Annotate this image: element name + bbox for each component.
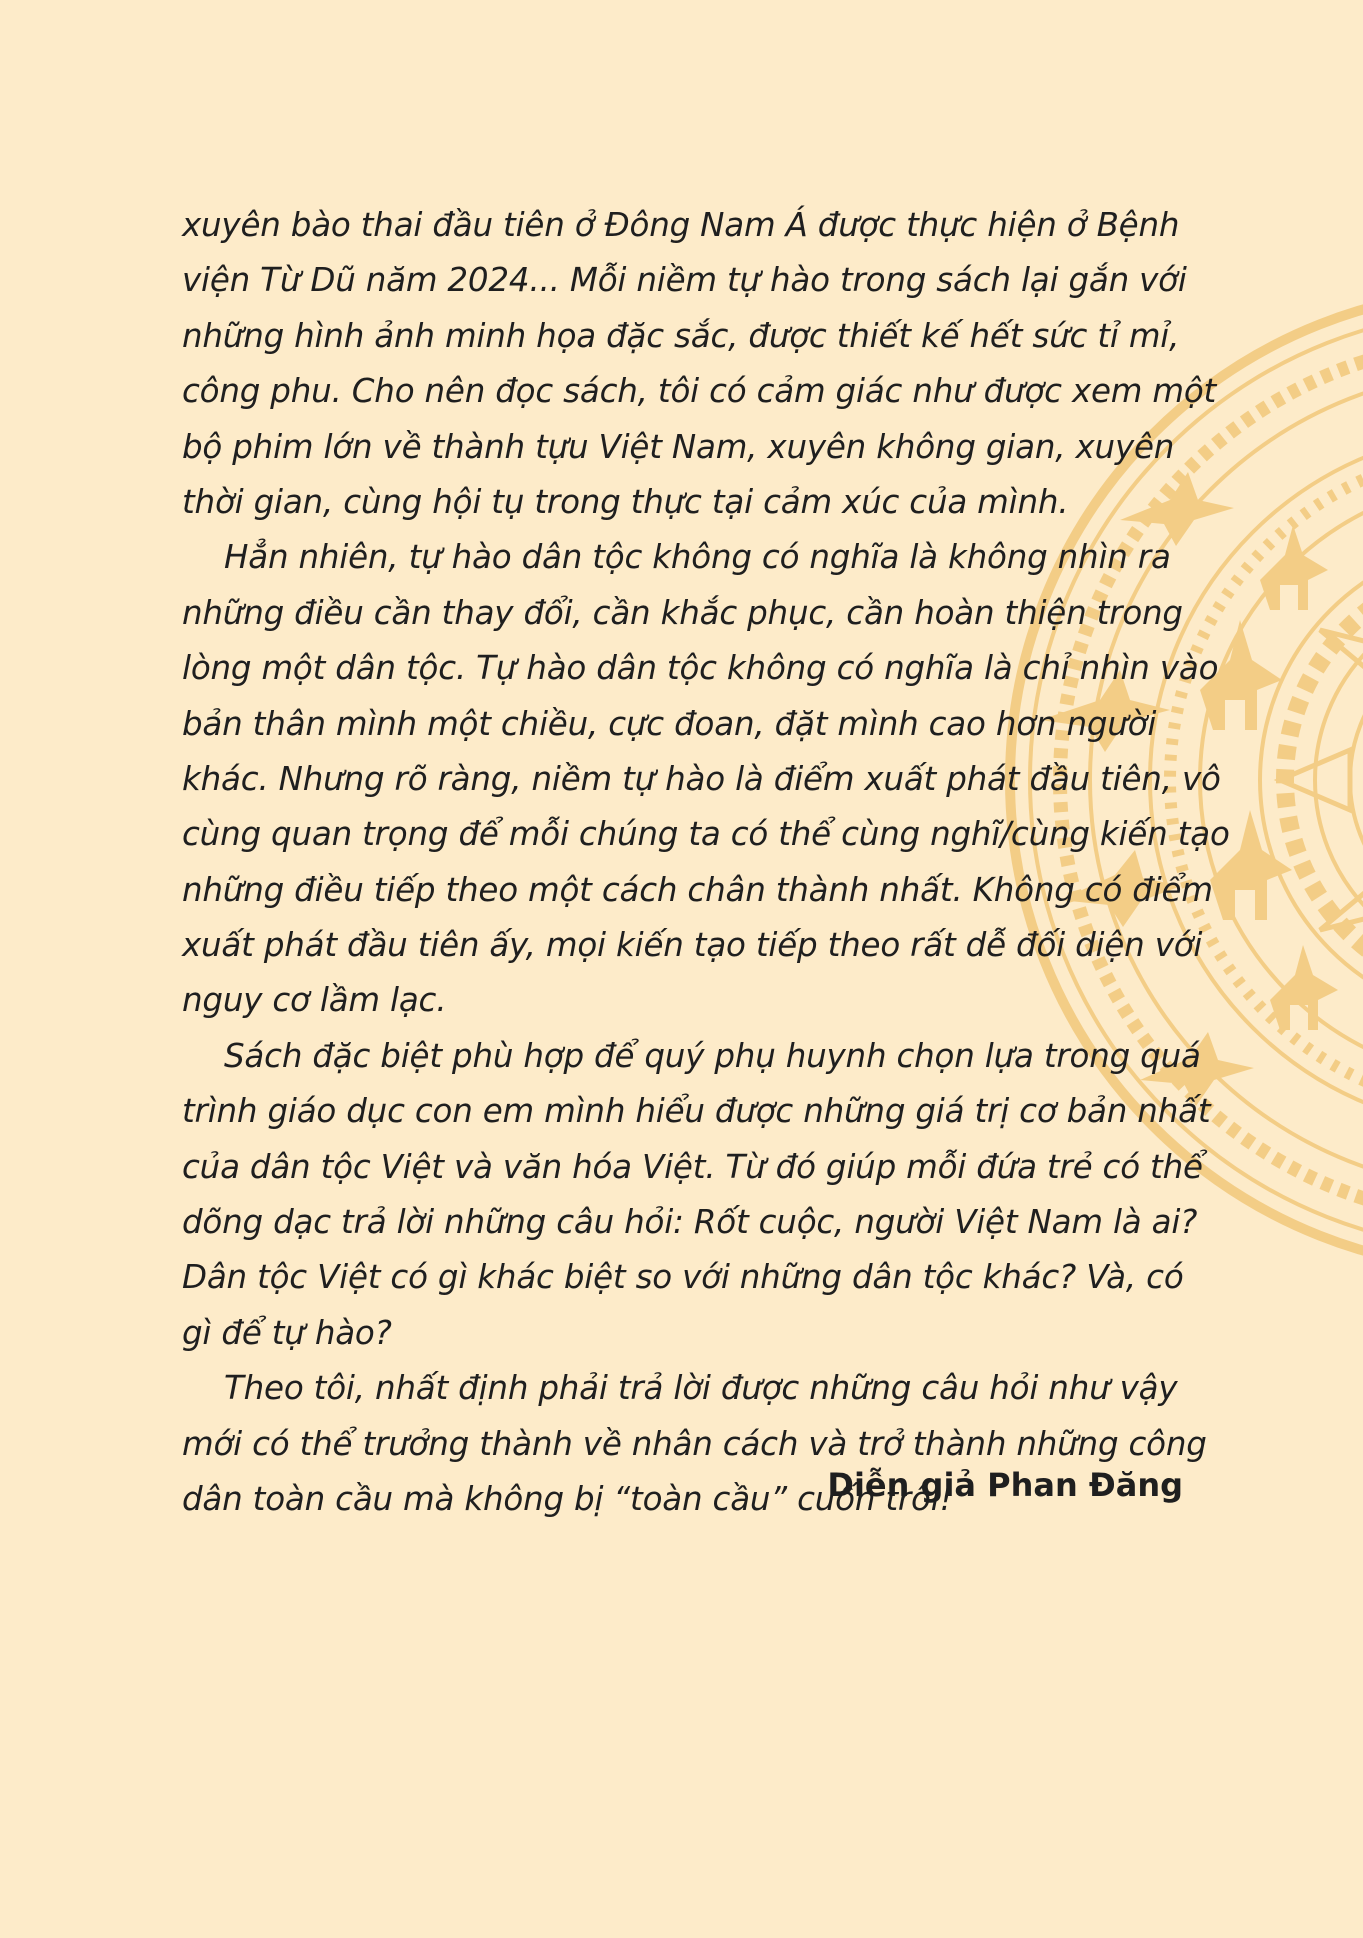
body-text: [182, 198, 1230, 1527]
body-line: bản thân mình một chiều, cực đoan, đặt mình cao hơn người: [182, 704, 1157, 743]
body-line: dân toàn cầu mà không bị “toàn cầu” cuốn trôi!: [182, 1479, 953, 1518]
body-line: thời gian, cùng hội tụ trong thực tại cảm xúc của mình.: [182, 482, 1069, 521]
body-line: lòng một dân tộc. Tự hào dân tộc không có nghĩa là chỉ nhìn vào: [182, 649, 1219, 688]
body-line: xuất phát đầu tiên ấy, mọi kiến tạo tiếp theo rất dễ đối diện với: [182, 926, 1203, 965]
body-line: trình giáo dục con em mình hiểu được những giá trị cơ bản nhất: [182, 1092, 1211, 1131]
body-line: cùng quan trọng để mỗi chúng ta có thể cùng nghĩ/cùng kiến tạo: [182, 815, 1230, 854]
body-line: gì để tự hào?: [182, 1313, 392, 1352]
body-line: bộ phim lớn về thành tựu Việt Nam, xuyên không gian, xuyên: [182, 427, 1175, 466]
body-line: dõng dạc trả lời những câu hỏi: Rốt cuộc, người Việt Nam là ai?: [182, 1203, 1198, 1242]
body-line: xuyên bào thai đầu tiên ở Đông Nam Á được thực hiện ở Bệnh: [182, 206, 1180, 244]
body-line: của dân tộc Việt và văn hóa Việt. Từ đó giúp mỗi đứa trẻ có thể: [182, 1147, 1203, 1186]
body-line: viện Từ Dũ năm 2024... Mỗi niềm tự hào trong sách lại gắn với: [182, 261, 1187, 300]
body-line: Dân tộc Việt có gì khác biệt so với những dân tộc khác? Và, có: [182, 1258, 1184, 1297]
body-line: những hình ảnh minh họa đặc sắc, được thiết kế hết sức tỉ mỉ,: [182, 316, 1180, 355]
paragraph-first-line: Sách đặc biệt phù hợp để quý phụ huynh chọn lựa trong quá: [224, 1036, 1201, 1075]
body-line: những điều cần thay đổi, cần khắc phục, cần hoàn thiện trong: [182, 593, 1183, 632]
body-line: khác. Nhưng rõ ràng, niềm tự hào là điểm xuất phát đầu tiên, vô: [182, 759, 1221, 798]
paragraph-first-line: Theo tôi, nhất định phải trả lời được những câu hỏi như vậy: [224, 1369, 1178, 1408]
body-line: những điều tiếp theo một cách chân thành nhất. Không có điểm: [182, 870, 1213, 909]
author-signature: Diễn giả Phan Đăng: [827, 1466, 1183, 1504]
body-line: công phu. Cho nên đọc sách, tôi có cảm giác như được xem một: [182, 372, 1217, 411]
body-line: mới có thể trưởng thành về nhân cách và trở thành những công: [182, 1424, 1207, 1463]
paragraph-first-line: Hẳn nhiên, tự hào dân tộc không có nghĩa là không nhìn ra: [224, 538, 1171, 577]
body-line: nguy cơ lầm lạc.: [182, 981, 447, 1020]
